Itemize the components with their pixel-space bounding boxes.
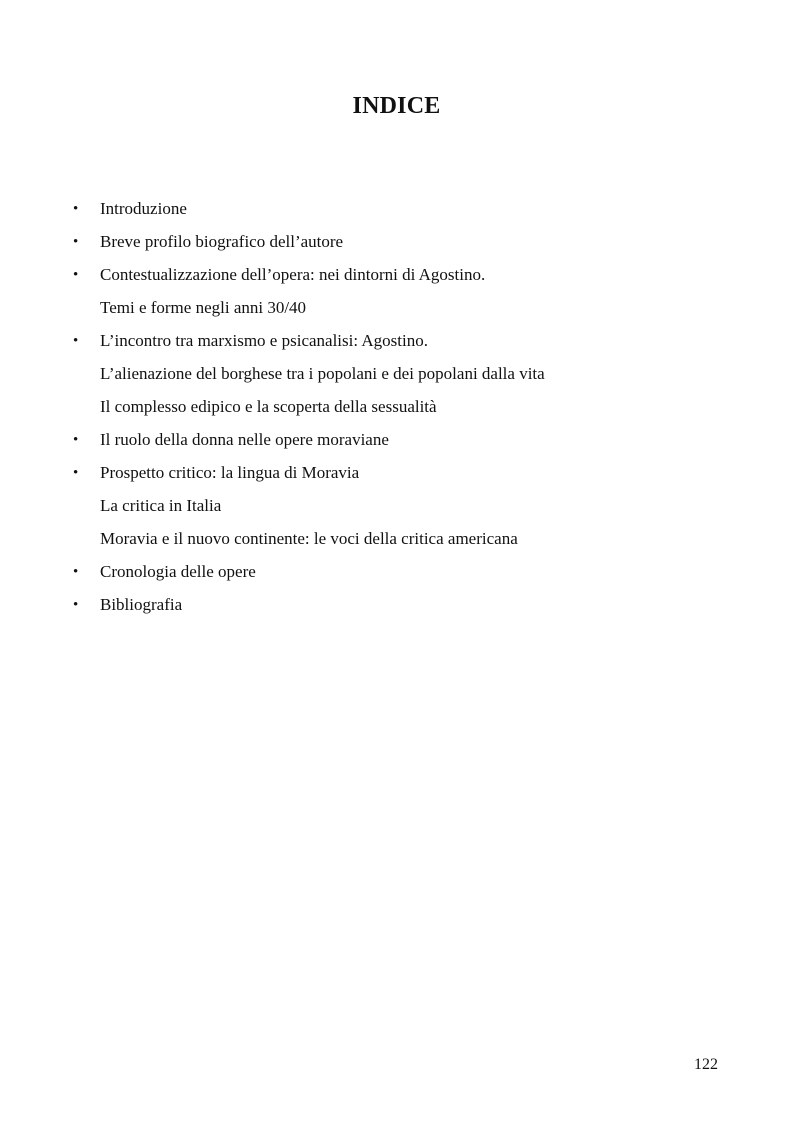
bullet-icon: •: [73, 465, 79, 481]
toc-entry-profilo-biografico: [0, 229, 793, 262]
toc-entry-text: Il ruolo della donna nelle opere moraviane: [100, 430, 389, 449]
toc-subentry-text: Temi e forme negli anni 30/40: [100, 298, 307, 317]
page-title: INDICE: [352, 93, 441, 119]
toc-subentry-text: Il complesso edipico e la scoperta della sessualità: [100, 397, 437, 416]
toc-subentry-text: L’alienazione del borghese tra i popolani e dei popolani dalla vita: [100, 364, 545, 383]
toc-subentry-alienazione: [0, 361, 793, 394]
toc-entry-marxismo-psicanalisi: [0, 328, 793, 361]
bullet-icon: •: [73, 234, 79, 250]
toc-entry-text: L’incontro tra marxismo e psicanalisi: Agostino.: [100, 331, 428, 350]
bullet-icon: •: [73, 267, 79, 283]
bullet-icon: •: [73, 201, 79, 217]
toc-entry-ruolo-donna: [0, 427, 793, 460]
bullet-icon: •: [73, 333, 79, 349]
toc-entry-text: Prospetto critico: la lingua di Moravia: [100, 463, 360, 482]
toc-entry-text: Bibliografia: [100, 595, 183, 614]
toc-entry-text: Cronologia delle opere: [100, 562, 256, 581]
bullet-icon: •: [73, 597, 79, 613]
toc-entry-text: Contestualizzazione dell’opera: nei dintorni di Agostino.: [100, 265, 486, 284]
toc-entry-text: Introduzione: [100, 199, 187, 218]
toc-entry-text: Breve profilo biografico dell’autore: [100, 232, 344, 251]
bullet-icon: •: [73, 564, 79, 580]
page-number: 122: [694, 1056, 718, 1073]
toc-subentry-critica-americana: [0, 526, 793, 559]
bullet-icon: •: [73, 432, 79, 448]
toc-subentry-complesso-edipico: [0, 394, 793, 427]
toc-subentry-temi-e-forme: [0, 295, 793, 328]
toc-entry-bibliografia: [0, 592, 793, 625]
toc-entry-introduzione: [0, 196, 793, 229]
toc-entry-contestualizzazione: [0, 262, 793, 295]
toc-subentry-text: Moravia e il nuovo continente: le voci della critica americana: [100, 529, 518, 548]
table-of-contents: [0, 196, 793, 625]
toc-entry-prospetto-critico: [0, 460, 793, 493]
toc-subentry-text: La critica in Italia: [100, 496, 222, 515]
toc-entry-cronologia: [0, 559, 793, 592]
toc-subentry-critica-italia: [0, 493, 793, 526]
